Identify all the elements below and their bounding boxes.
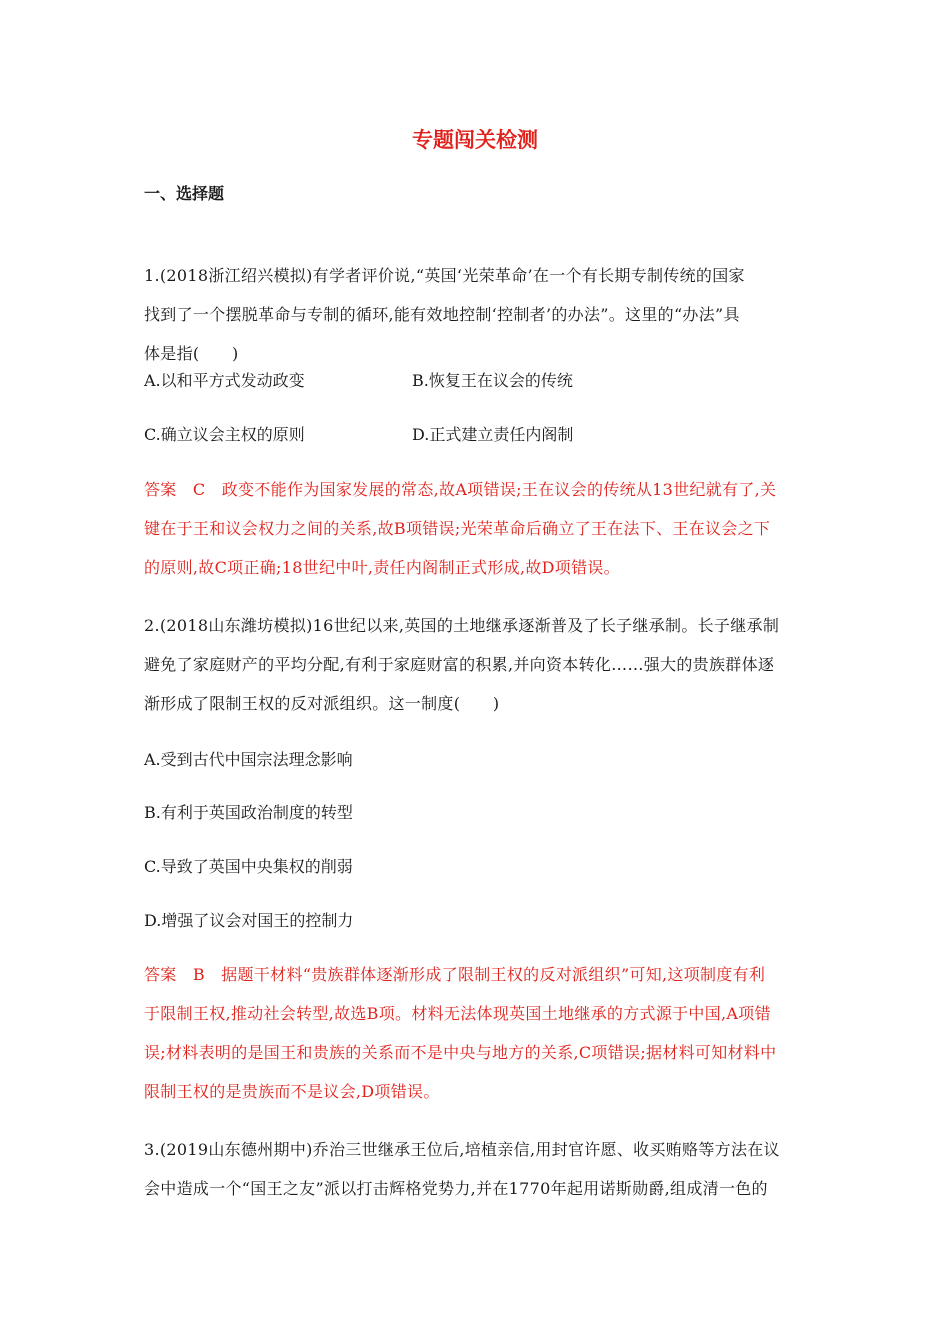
q1-option-a: A.以和平方式发动政变 <box>144 371 305 390</box>
q1-option-b: B.恢复王在议会的传统 <box>412 371 573 390</box>
text-line: 答案 B 据题干材料“贵族群体逐渐形成了限制王权的反对派组织”可知,这项制度有利 <box>144 965 766 984</box>
text-line: 找到了一个摆脱革命与专制的循环,能有效地控制‘控制者’的办法”。这里的“办法”具 <box>144 305 740 324</box>
q2-answer <box>144 955 810 1111</box>
text-line: 2.(2018山东潍坊模拟)16世纪以来,英国的土地继承逐渐普及了长子继承制。长子继承制 <box>144 616 780 635</box>
text-line: 避免了家庭财产的平均分配,有利于家庭财富的积累,并向资本转化……强大的贵族群体逐 <box>144 655 775 674</box>
text-line: 误;材料表明的是国王和贵族的关系而不是中央与地方的关系,C项错误;据材料可知材料中 <box>144 1043 777 1062</box>
question-2-stem <box>144 606 810 723</box>
section-heading: 一、选择题 <box>144 184 225 203</box>
q1-option-c: C.确立议会主权的原则 <box>144 425 305 444</box>
q2-option-c: C.导致了英国中央集权的削弱 <box>144 857 353 876</box>
text-line: 键在于王和议会权力之间的关系,故B项错误;光荣革命后确立了王在法下、王在议会之下 <box>144 519 771 538</box>
q2-option-a: A.受到古代中国宗法理念影响 <box>144 750 353 769</box>
question-1-stem <box>144 256 810 373</box>
text-line: 渐形成了限制王权的反对派组织。这一制度( ) <box>144 694 500 713</box>
text-line: 3.(2019山东德州期中)乔治三世继承王位后,培植亲信,用封官许愿、收买贿赂等方法在议 <box>144 1140 780 1159</box>
q1-option-d: D.正式建立责任内阁制 <box>412 425 574 444</box>
q2-option-b: B.有利于英国政治制度的转型 <box>144 803 353 822</box>
page-title: 专题闯关检测 <box>412 128 538 152</box>
text-line: 于限制王权,推动社会转型,故选B项。材料无法体现英国土地继承的方式源于中国,A项错 <box>144 1004 771 1023</box>
text-line: 答案 C 政变不能作为国家发展的常态,故A项错误;王在议会的传统从13世纪就有了,关 <box>144 480 777 499</box>
q2-option-d: D.增强了议会对国王的控制力 <box>144 911 354 930</box>
text-line: 限制王权的是贵族而不是议会,D项错误。 <box>144 1082 440 1101</box>
text-line: 体是指( ) <box>144 344 239 363</box>
text-line: 会中造成一个“国王之友”派以打击辉格党势力,并在1770年起用诺斯勋爵,组成清一色的 <box>144 1179 768 1198</box>
question-3-stem <box>144 1130 810 1208</box>
q1-answer <box>144 470 810 587</box>
text-line: 1.(2018浙江绍兴模拟)有学者评价说,“英国‘光荣革命’在一个有长期专制传统的国家 <box>144 266 745 285</box>
text-line: 的原则,故C项正确;18世纪中叶,责任内阁制正式形成,故D项错误。 <box>144 558 620 577</box>
